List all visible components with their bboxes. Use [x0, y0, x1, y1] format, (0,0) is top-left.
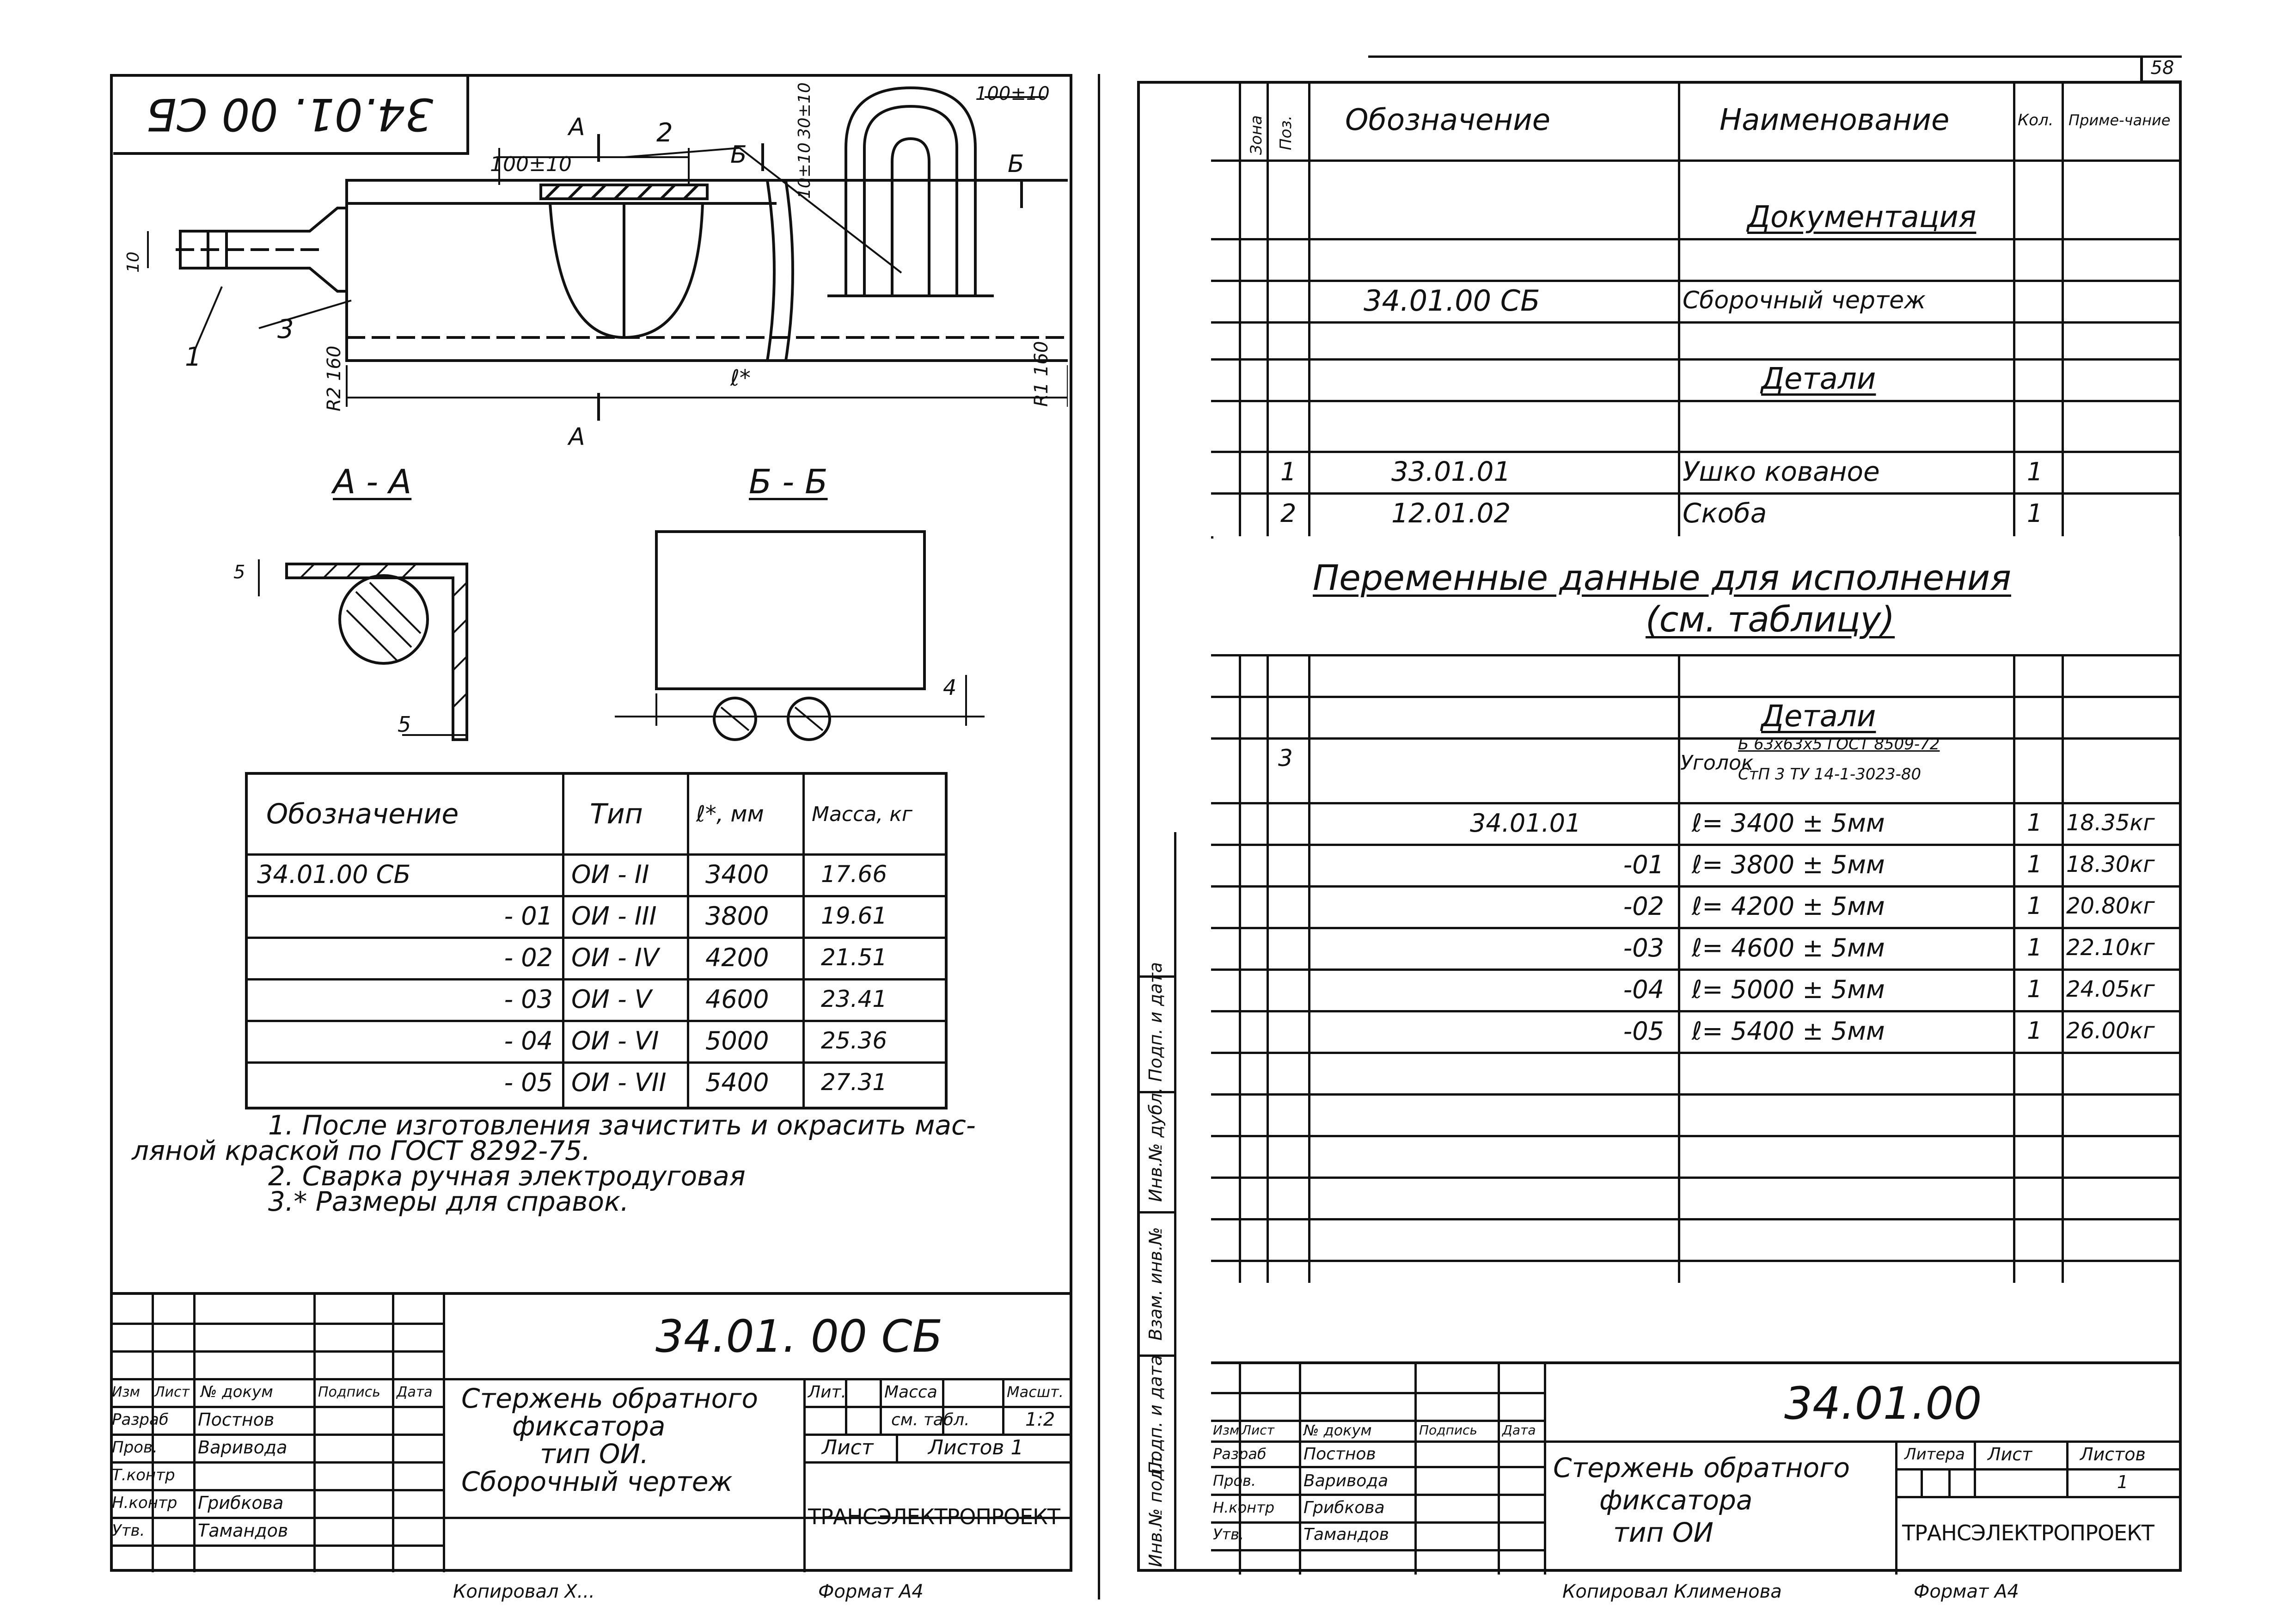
left-tb-code: 34.01. 00 СБ — [655, 1311, 943, 1362]
left-tb-scale-value: 1:2 — [1025, 1409, 1055, 1430]
part-designation: 33.01.01 — [1391, 456, 1511, 487]
variant-designation: -04 — [1623, 974, 1664, 1004]
dim-loop-label: 100±10 — [975, 83, 1050, 104]
side-label-dubl: Инв.№ дубл. — [1145, 1087, 1166, 1202]
sheet-divider — [1098, 74, 1100, 1599]
right-tb-role: Н.контр — [1213, 1499, 1275, 1516]
variant-note: 26.00кг — [2066, 1018, 2155, 1044]
right-tb-person: Варивода — [1304, 1471, 1389, 1490]
section-mark-a-bottom: А — [569, 423, 585, 451]
right-tb-person: Постнов — [1304, 1444, 1376, 1464]
right-tb-col-izm: Изм — [1213, 1422, 1239, 1438]
right-tb-col-doc: № докум — [1304, 1421, 1372, 1439]
section-documentation: Документация — [1747, 200, 1977, 234]
section-aa-title: А - А — [333, 462, 412, 501]
angle-pos: 3 — [1278, 745, 1293, 772]
spec-row-mass: 27.31 — [821, 1069, 887, 1096]
variant-qty: 1 — [2027, 892, 2043, 920]
page-number: 58 — [2150, 57, 2174, 79]
right-top-rule — [1368, 55, 2182, 58]
variant-qty: 1 — [2027, 851, 2043, 878]
left-tb-col-sign: Подпись — [318, 1384, 380, 1400]
right-tb-col-sign: Подпись — [1419, 1422, 1477, 1438]
dim-10-label: 10±10 — [795, 142, 814, 199]
dim-5a-label: 5 — [233, 562, 245, 583]
right-tb-col-list: Лист — [1242, 1422, 1274, 1438]
left-tb-role: Утв. — [112, 1521, 145, 1540]
variant-designation: -01 — [1623, 850, 1664, 879]
angle-spec-bottom: СтП 3 ТУ 14-1-3023-80 — [1738, 765, 1922, 784]
part-designation: 12.01.02 — [1391, 497, 1511, 529]
spec-row-length: 4200 — [705, 943, 769, 972]
spec-row-length: 3400 — [705, 859, 769, 889]
dim-4-label: 4 — [943, 675, 957, 700]
spec-row-designation: 34.01.00 СБ — [257, 859, 411, 889]
right-header-name: Наименование — [1720, 103, 1950, 137]
side-label-vzam: Взам. инв.№ — [1145, 1227, 1166, 1341]
left-tb-col-list: Лист — [154, 1384, 190, 1400]
variant-name: ℓ= 3400 ± 5мм — [1692, 808, 1885, 838]
variant-name: ℓ= 3800 ± 5мм — [1692, 850, 1885, 879]
part-qty: 1 — [2027, 457, 2043, 486]
right-tb-col-date: Дата — [1502, 1422, 1536, 1438]
section-details: Детали — [1761, 362, 1876, 396]
right-tb-role: Пров. — [1213, 1472, 1256, 1489]
spec-row-designation: - 03 — [504, 984, 553, 1014]
left-tb-lit-label: Лит. — [808, 1382, 846, 1402]
stamp-code-text: 34.01. 00 СБ — [146, 88, 434, 140]
spec-row-mass: 23.41 — [821, 986, 887, 1012]
variant-name: ℓ= 4600 ± 5мм — [1692, 933, 1885, 962]
spec-row-mass: 21.51 — [821, 944, 887, 971]
spec-row-designation: - 05 — [504, 1067, 553, 1097]
section-bb-title: Б - Б — [749, 462, 828, 501]
variant-designation: -03 — [1623, 933, 1664, 962]
spec-header-designation: Обозначение — [266, 798, 459, 830]
left-tb-mass-label: Масса — [884, 1382, 937, 1402]
right-tb-person: Грибкова — [1304, 1498, 1385, 1517]
left-tb-person: Постнов — [198, 1410, 275, 1430]
left-tb-col-izm: Изм — [112, 1384, 141, 1400]
variant-qty: 1 — [2027, 934, 2043, 962]
spec-row-type: ОИ - VII — [571, 1067, 667, 1097]
side-label-podp-2: Подп. и дата — [1145, 962, 1166, 1082]
right-footer-format: Формат А4 — [1914, 1581, 2019, 1602]
spec-row-length: 5400 — [705, 1067, 769, 1097]
variant-qty: 1 — [2027, 1017, 2043, 1045]
spec-header-mass: Масса, кг — [812, 802, 912, 826]
variant-note: 18.35кг — [2066, 810, 2155, 836]
right-tb-org: ТРАНСЭЛЕКТРОПРОЕКТ — [1902, 1520, 2154, 1545]
right-header-zone: Зона — [1247, 115, 1266, 155]
left-tb-title-3: тип ОИ. — [540, 1438, 649, 1470]
variable-heading-2: (см. таблицу) — [1646, 599, 1895, 640]
spec-row-length: 4600 — [705, 984, 769, 1014]
spec-row-length: 5000 — [705, 1026, 769, 1055]
callout-3: 3 — [277, 314, 294, 344]
left-footer-copied: Копировал Х... — [453, 1581, 595, 1602]
left-tb-person: Варивода — [198, 1437, 288, 1458]
left-tb-col-doc: № докум — [201, 1383, 273, 1401]
variable-heading-1: Переменные данные для исполнения — [1313, 557, 2011, 598]
page-number-box — [2140, 55, 2182, 83]
left-tb-role: Т.контр — [112, 1466, 175, 1484]
right-title-block — [1211, 1361, 2182, 1572]
left-title-block — [110, 1292, 1072, 1572]
right-footer-copied: Копировал Клименова — [1562, 1581, 1782, 1602]
right-tb-person: Тамандов — [1304, 1525, 1389, 1544]
section-mark-b-left: Б — [730, 141, 747, 169]
callout-2: 2 — [656, 118, 673, 148]
part-name: Скоба — [1683, 497, 1767, 529]
variant-qty: 1 — [2027, 975, 2043, 1003]
left-tb-col-date: Дата — [397, 1384, 433, 1400]
note-1: 1. После изготовления зачистить и окрасить мас- — [268, 1109, 976, 1141]
left-tb-person: Грибкова — [198, 1493, 284, 1513]
spec-row-type: ОИ - IV — [571, 943, 659, 972]
right-tb-title-3: тип ОИ — [1613, 1517, 1714, 1548]
right-tb-lit-label: Литера — [1904, 1445, 1965, 1464]
right-header-designation: Обозначение — [1345, 103, 1551, 137]
spec-header-type: Тип — [590, 798, 643, 830]
left-footer-format: Формат А4 — [818, 1581, 924, 1602]
dim-5b-label: 5 — [398, 712, 411, 737]
section-mark-a-top: А — [569, 113, 585, 141]
rod-drawing — [116, 79, 1068, 772]
right-tb-title-1: Стержень обратного — [1553, 1452, 1850, 1483]
variant-name: ℓ= 4200 ± 5мм — [1692, 891, 1885, 921]
spec-row-designation: - 04 — [504, 1026, 553, 1055]
variant-qty: 1 — [2027, 809, 2043, 837]
note-3: 3.* Размеры для справок. — [268, 1186, 629, 1217]
angle-name: Уголок — [1680, 751, 1754, 775]
right-header-note: Приме-чание — [2069, 111, 2171, 129]
spec-header-length: ℓ*, мм — [696, 801, 764, 827]
spec-row-type: ОИ - III — [571, 901, 657, 931]
side-label-podp-1: Подп. и дата — [1145, 1355, 1166, 1475]
dim-10b-label: 10 — [124, 251, 143, 273]
left-tb-mass-value: см. табл. — [891, 1410, 970, 1429]
spec-row-designation: - 01 — [504, 901, 553, 931]
dim-l-label: ℓ* — [730, 365, 751, 391]
spec-row-mass: 19.61 — [821, 902, 887, 929]
doc-designation: 34.01.00 СБ — [1364, 283, 1540, 318]
note-1b: ляной краской по ГОСТ 8292-75. — [132, 1135, 591, 1166]
variant-note: 18.30кг — [2066, 852, 2155, 877]
side-binding-strip — [1137, 832, 1211, 1572]
spec-row-mass: 25.36 — [821, 1027, 887, 1054]
spec-row-designation: - 02 — [504, 943, 553, 972]
doc-name: Сборочный чертеж — [1683, 287, 1926, 314]
right-tb-role: Разраб — [1213, 1445, 1267, 1463]
variant-note: 22.10кг — [2066, 935, 2155, 961]
right-tb-sheets-label: Листов — [2080, 1444, 2146, 1465]
left-tb-title-1: Стержень обратного — [461, 1383, 759, 1414]
part-name: Ушко кованое — [1683, 456, 1880, 487]
dim-top-label: 100±10 — [490, 153, 572, 176]
dim-r1-label: R1 160 — [1031, 341, 1052, 407]
part-pos: 2 — [1280, 498, 1297, 528]
left-tb-sheet-label: Лист — [822, 1435, 874, 1459]
variant-designation: -05 — [1623, 1016, 1664, 1046]
variant-note: 24.05кг — [2066, 976, 2155, 1002]
spec-row-type: ОИ - VI — [571, 1026, 659, 1055]
part-pos: 1 — [1280, 457, 1297, 486]
left-tb-role: Разраб — [112, 1410, 169, 1429]
left-tb-role: Н.контр — [112, 1494, 177, 1512]
section-mark-b-right: Б — [1008, 150, 1024, 178]
right-header-qty: Кол. — [2018, 111, 2054, 129]
variant-name: ℓ= 5000 ± 5мм — [1692, 974, 1885, 1004]
dim-r2-label: R2 160 — [324, 345, 345, 411]
left-tb-person: Тамандов — [198, 1520, 288, 1541]
right-tb-sheets-value: 1 — [2117, 1472, 2129, 1492]
right-tb-role: Утв. — [1213, 1526, 1244, 1543]
dim-30-label: 30±10 — [795, 82, 814, 139]
spec-row-type: ОИ - V — [571, 984, 652, 1014]
spec-row-length: 3800 — [705, 901, 769, 931]
variant-note: 20.80кг — [2066, 893, 2155, 919]
right-tb-code: 34.01.00 — [1784, 1378, 1982, 1429]
callout-1: 1 — [185, 342, 202, 372]
variant-designation: 34.01.01 — [1470, 808, 1581, 838]
part-qty: 1 — [2027, 498, 2043, 528]
right-tb-title-2: фиксатора — [1599, 1484, 1753, 1516]
side-label-inv-podl: Инв.№ подл. — [1145, 1451, 1166, 1567]
spec-row-mass: 17.66 — [821, 861, 887, 888]
right-header-pos: Поз. — [1277, 115, 1295, 150]
right-spec-table — [1211, 81, 2182, 1361]
right-tb-sheet-label: Лист — [1988, 1444, 2032, 1465]
variant-name: ℓ= 5400 ± 5мм — [1692, 1016, 1885, 1046]
note-2: 2. Сварка ручная электродуговая — [268, 1160, 746, 1192]
left-tb-org: ТРАНСЭЛЕКТРОПРОЕКТ — [808, 1504, 1060, 1529]
spec-row-type: ОИ - II — [571, 859, 649, 889]
variant-designation: -02 — [1623, 891, 1664, 921]
left-tb-title-4: Сборочный чертеж — [461, 1466, 733, 1497]
left-spec-table — [245, 772, 948, 1109]
left-tb-scale-label: Масшт. — [1007, 1383, 1064, 1401]
left-tb-role: Пров. — [112, 1438, 158, 1457]
left-tb-sheets-label: Листов 1 — [928, 1435, 1024, 1459]
angle-spec-top: Б 63х63х5 ГОСТ 8509-72 — [1738, 735, 1940, 754]
left-tb-title-2: фиксатора — [512, 1410, 666, 1442]
section-details-2: Детали — [1761, 699, 1876, 734]
